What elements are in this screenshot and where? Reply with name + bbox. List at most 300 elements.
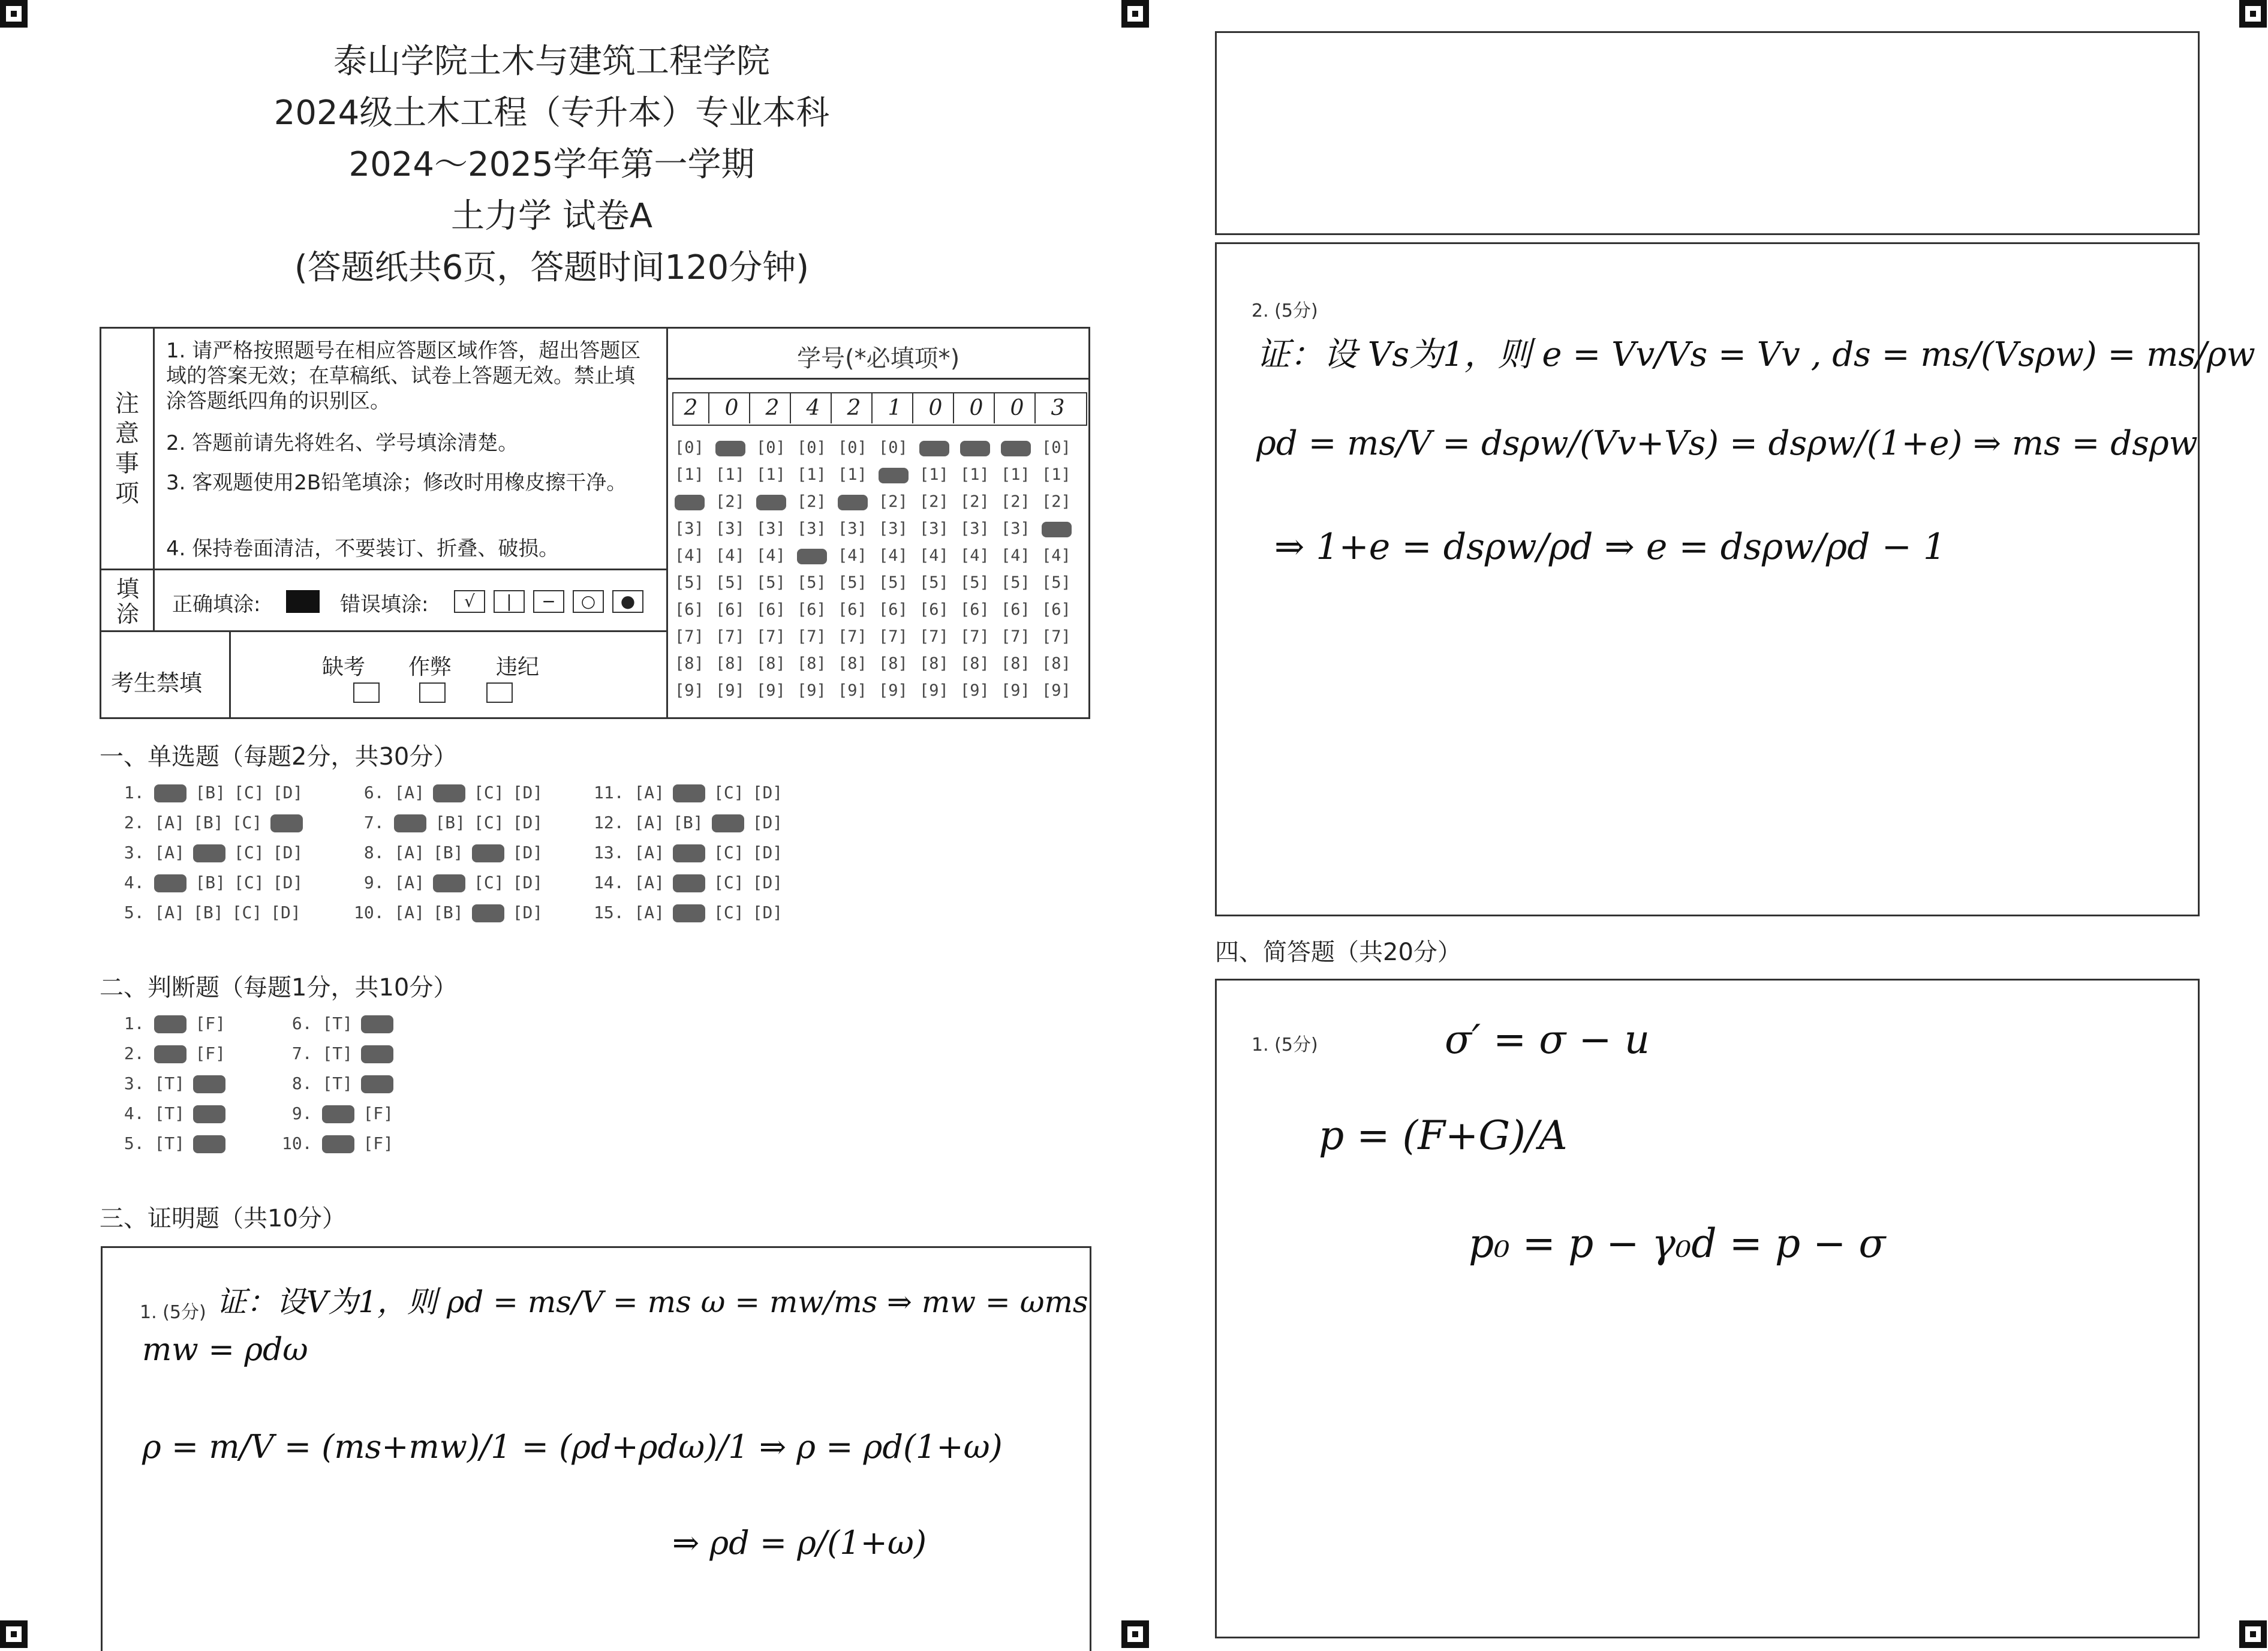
answer-bubble[interactable]: [T] — [154, 1073, 185, 1093]
answer-bubble[interactable]: [A] — [634, 903, 665, 922]
student-id-bubble[interactable]: [4] — [756, 546, 786, 565]
student-id-bubble[interactable]: [2] — [1042, 492, 1071, 511]
answer-bubble[interactable]: [F] — [363, 1103, 394, 1123]
answer-bubble[interactable]: [C] — [714, 873, 744, 892]
answer-bubble[interactable]: [F] — [195, 1043, 226, 1063]
answer-bubble[interactable] — [433, 784, 465, 802]
answer-bubble[interactable]: [C] — [474, 783, 504, 802]
student-id-bubble[interactable]: [4] — [919, 546, 949, 565]
answer-bubble[interactable]: [B] — [673, 813, 703, 832]
student-id-bubble[interactable]: [6] — [960, 600, 989, 619]
student-id-bubble[interactable]: [4] — [675, 546, 704, 565]
student-id-bubble[interactable]: [5] — [879, 573, 908, 592]
student-id-bubble[interactable]: [3] — [960, 519, 989, 538]
answer-bubble[interactable] — [154, 874, 187, 892]
notice-item-1: 1. 请严格按照题号在相应答题区域作答，超出答题区域的答案无效；在草稿纸、试卷上答题无效。禁止填涂答题纸四角的识别区。 — [166, 339, 641, 413]
student-id-bubble[interactable]: [0] — [879, 438, 908, 457]
student-id-bubble[interactable] — [838, 488, 868, 515]
student-id-bubble[interactable]: [0] — [797, 438, 826, 457]
student-id-bubble[interactable]: [9] — [756, 681, 786, 700]
student-id-bubble-column[interactable] — [797, 434, 827, 704]
single-choice-question[interactable] — [114, 783, 311, 802]
student-id-bubble[interactable]: [8] — [756, 654, 786, 673]
question-number: 10. — [354, 903, 395, 922]
student-id-bubble[interactable]: [9] — [675, 681, 704, 700]
question-number: 1. — [114, 783, 155, 802]
short-q1-line3: p₀ = p − γ₀d = p − σ — [1469, 1220, 1886, 1267]
answer-bubble[interactable]: [C] — [231, 813, 263, 832]
student-id-bubble[interactable]: [8] — [1042, 654, 1071, 673]
true-false-question[interactable] — [282, 1103, 402, 1123]
answer-bubble[interactable]: [A] — [634, 783, 665, 802]
student-id-bubble[interactable]: [7] — [756, 627, 786, 646]
answer-bubble[interactable]: [A] — [394, 783, 425, 802]
student-id-bubble[interactable]: [6] — [838, 600, 867, 619]
student-id-digit-boxes — [672, 392, 1087, 426]
student-id-bubble[interactable] — [797, 542, 827, 569]
student-id-bubble[interactable]: [0] — [1042, 438, 1071, 457]
proof-q2-line2: ρd = ms/V = dsρw/(Vv+Vs) = dsρw/(1+e) ⇒ ms = dsρw — [1256, 424, 2198, 463]
student-id-bubble[interactable]: [2] — [797, 492, 826, 511]
fill-wrong-label: 错误填涂: — [340, 593, 429, 617]
answer-bubble[interactable]: [D] — [272, 873, 303, 892]
answer-bubble[interactable]: [T] — [154, 1103, 185, 1123]
answer-bubble[interactable] — [270, 814, 303, 832]
student-id-bubble[interactable]: [1] — [919, 465, 949, 484]
student-id-bubble[interactable]: [6] — [756, 600, 786, 619]
student-id-bubble[interactable]: [6] — [919, 600, 949, 619]
fill-correct-sample — [286, 590, 320, 613]
answer-bubble[interactable]: [C] — [234, 843, 264, 862]
student-id-bubble[interactable] — [1042, 515, 1072, 542]
true-false-question[interactable] — [282, 1014, 402, 1033]
answer-bubble[interactable]: [D] — [512, 873, 543, 892]
student-id-bubble-column[interactable] — [756, 434, 786, 704]
student-id-digit: 2 — [673, 393, 709, 423]
question-number: 9. — [354, 873, 395, 892]
forbidden-label: 考生禁填 — [111, 670, 203, 696]
answer-bubble[interactable] — [361, 1075, 393, 1093]
answer-bubble[interactable]: [D] — [512, 843, 543, 862]
student-id-bubble[interactable]: [0] — [838, 438, 867, 457]
answer-bubble[interactable]: [C] — [714, 903, 744, 922]
student-id-bubble[interactable]: [3] — [675, 519, 704, 538]
corner-marker-top-center — [1121, 0, 1149, 28]
student-id-bubble[interactable]: [7] — [675, 627, 704, 646]
answer-bubble[interactable] — [394, 814, 426, 832]
answer-bubble[interactable]: [A] — [154, 813, 185, 832]
fill-side-label: 填涂 — [116, 576, 139, 627]
forbidden-checkbox-cheat[interactable] — [419, 682, 446, 703]
student-id-bubble[interactable]: [8] — [675, 654, 704, 673]
student-id-digit: 0 — [918, 393, 954, 423]
true-false-question[interactable] — [114, 1014, 234, 1033]
student-id-bubble[interactable]: [7] — [919, 627, 949, 646]
student-id-bubble[interactable]: [8] — [797, 654, 826, 673]
student-id-bubble[interactable] — [756, 488, 786, 515]
answer-bubble[interactable] — [673, 904, 705, 922]
answer-bubble[interactable]: [A] — [154, 843, 185, 862]
student-id-digit: 1 — [877, 393, 913, 423]
student-id-bubble[interactable]: [7] — [960, 627, 989, 646]
true-false-question[interactable] — [282, 1043, 402, 1063]
answer-bubble[interactable]: [A] — [154, 903, 185, 922]
answer-bubble[interactable] — [193, 844, 225, 862]
student-id-bubble[interactable]: [7] — [838, 627, 867, 646]
student-id-bubble-column[interactable] — [838, 434, 868, 704]
section-single-choice-title: 一、单选题（每题2分，共30分） — [100, 743, 458, 771]
student-id-bubble[interactable]: [5] — [715, 573, 745, 592]
student-id-bubble[interactable] — [879, 461, 909, 488]
student-id-digit: 2 — [755, 393, 791, 423]
student-id-bubble[interactable]: [3] — [879, 519, 908, 538]
answer-bubble[interactable] — [154, 1015, 187, 1033]
student-id-bubble[interactable]: [5] — [756, 573, 786, 592]
student-id-bubble[interactable]: [0] — [756, 438, 786, 457]
student-id-bubble[interactable]: [9] — [838, 681, 867, 700]
term-title: 2024～2025学年第一学期 — [348, 145, 755, 184]
student-id-bubble[interactable] — [715, 434, 745, 461]
single-choice-question[interactable] — [594, 813, 791, 832]
answer-bubble[interactable]: [C] — [234, 783, 264, 802]
student-id-bubble[interactable]: [3] — [797, 519, 826, 538]
student-id-bubble[interactable]: [4] — [838, 546, 867, 565]
single-choice-question[interactable] — [594, 903, 791, 922]
student-id-bubble[interactable]: [4] — [1042, 546, 1071, 565]
answer-bubble[interactable]: [D] — [752, 843, 783, 862]
single-choice-question[interactable] — [354, 873, 551, 892]
question-number: 14. — [594, 873, 634, 892]
proof-q2-line3: ⇒ 1+e = dsρw/ρd ⇒ e = dsρw/ρd − 1 — [1274, 526, 1947, 568]
student-id-title: 学号(*必填项*) — [797, 345, 960, 372]
question-number: 9. — [282, 1103, 323, 1123]
student-id-bubble[interactable]: [9] — [797, 681, 826, 700]
student-id-bubble[interactable]: [9] — [879, 681, 908, 700]
question-number: 5. — [114, 1133, 155, 1153]
student-id-bubble[interactable]: [2] — [879, 492, 908, 511]
question-number: 5. — [114, 903, 155, 922]
student-id-bubble[interactable] — [1001, 434, 1031, 461]
student-id-bubble[interactable]: [3] — [919, 519, 949, 538]
single-choice-question[interactable] — [354, 813, 551, 832]
question-number: 1. — [114, 1014, 155, 1033]
question-number: 4. — [114, 1103, 155, 1123]
notice-side-label: 注意事项 — [115, 390, 139, 507]
answer-bubble[interactable]: [B] — [195, 783, 226, 802]
single-choice-question[interactable] — [114, 903, 309, 922]
answer-bubble[interactable]: [B] — [435, 813, 466, 832]
corner-marker-bottom-left — [0, 1620, 28, 1648]
student-id-bubble[interactable]: [5] — [1042, 573, 1071, 592]
answer-bubble[interactable]: [B] — [433, 903, 464, 922]
answer-bubble[interactable]: [D] — [270, 903, 301, 922]
student-id-bubble[interactable]: [2] — [960, 492, 989, 511]
answer-bubble[interactable]: [C] — [474, 873, 504, 892]
answer-bubble[interactable]: [D] — [272, 843, 303, 862]
answer-bubble[interactable] — [361, 1015, 393, 1033]
answer-bubble[interactable]: [C] — [474, 813, 504, 832]
question-number: 6. — [282, 1014, 323, 1033]
student-id-bubble[interactable]: [5] — [797, 573, 826, 592]
single-choice-question[interactable] — [114, 873, 311, 892]
single-choice-grid[interactable] — [114, 783, 834, 939]
student-id-bubble[interactable] — [960, 434, 990, 461]
student-id-bubble[interactable]: [1] — [1042, 465, 1071, 484]
student-id-bubble-column[interactable] — [879, 434, 909, 704]
question-number: 8. — [282, 1073, 323, 1093]
info-table — [100, 327, 1090, 719]
proof-answer-box-1[interactable] — [101, 1246, 1091, 1651]
forbidden-option-absent: 缺考 — [322, 655, 366, 679]
corner-marker-bottom-center — [1121, 1620, 1149, 1648]
fill-wrong-samples: √ | − ○ ● — [454, 590, 643, 613]
answer-bubble[interactable]: [C] — [234, 873, 264, 892]
student-id-bubble-grid[interactable] — [675, 434, 1082, 710]
true-false-grid[interactable] — [114, 1014, 474, 1169]
student-id-bubble[interactable]: [9] — [1001, 681, 1030, 700]
question-number: 13. — [594, 843, 634, 862]
student-id-digit: 3 — [1051, 396, 1065, 420]
student-id-bubble[interactable]: [1] — [715, 465, 745, 484]
proof-answer-box-2[interactable] — [1215, 242, 2255, 916]
answer-bubble[interactable] — [193, 1135, 225, 1153]
answer-bubble[interactable]: [T] — [322, 1014, 353, 1033]
student-id-digit: 0 — [959, 393, 995, 423]
single-choice-question[interactable] — [594, 873, 791, 892]
student-id-bubble[interactable]: [8] — [879, 654, 908, 673]
student-id-bubble-column[interactable] — [675, 434, 705, 704]
question-number: 2. — [114, 1043, 155, 1063]
question-number: 8. — [354, 843, 395, 862]
student-id-digit: 2 — [837, 393, 873, 423]
answer-bubble[interactable] — [433, 874, 465, 892]
student-id-bubble[interactable]: [3] — [715, 519, 745, 538]
student-id-bubble[interactable]: [7] — [797, 627, 826, 646]
answer-bubble[interactable]: [T] — [322, 1043, 353, 1063]
answer-bubble[interactable]: [D] — [512, 903, 543, 922]
student-id-bubble[interactable]: [6] — [797, 600, 826, 619]
question-number: 4. — [114, 873, 155, 892]
section-proof-title: 三、证明题（共10分） — [100, 1205, 346, 1232]
student-id-bubble[interactable]: [4] — [879, 546, 908, 565]
answer-bubble[interactable]: [D] — [512, 813, 543, 832]
question-number: 12. — [594, 813, 634, 832]
section-true-false-title: 二、判断题（每题1分，共10分） — [100, 974, 458, 1002]
exam-subtitle: (答题纸共6页，答题时间120分钟) — [294, 248, 810, 287]
forbidden-checkbox-violation[interactable] — [486, 682, 513, 703]
single-choice-question[interactable] — [354, 903, 551, 922]
answer-bubble[interactable]: [A] — [634, 813, 665, 832]
student-id-bubble[interactable]: [4] — [715, 546, 745, 565]
corner-marker-bottom-right — [2239, 1620, 2267, 1648]
student-id-bubble[interactable]: [7] — [879, 627, 908, 646]
section-short-answer-title: 四、简答题（共20分） — [1215, 939, 1461, 966]
student-id-bubble[interactable]: [8] — [838, 654, 867, 673]
student-id-bubble[interactable]: [2] — [1001, 492, 1030, 511]
question-number: 3. — [114, 843, 155, 862]
answer-bubble[interactable]: [A] — [394, 843, 425, 862]
student-id-digit: 4 — [796, 393, 832, 423]
single-choice-question[interactable] — [114, 843, 311, 862]
student-id-bubble[interactable]: [1] — [756, 465, 786, 484]
forbidden-checkbox-absent[interactable] — [353, 682, 380, 703]
student-id-bubble-column[interactable] — [960, 434, 990, 704]
student-id-bubble[interactable]: [8] — [919, 654, 949, 673]
answer-bubble[interactable] — [154, 784, 187, 802]
answer-bubble[interactable]: [F] — [363, 1133, 394, 1153]
true-false-question[interactable] — [282, 1073, 402, 1093]
true-false-question[interactable] — [114, 1103, 234, 1123]
answer-bubble[interactable]: [B] — [195, 873, 226, 892]
answer-bubble[interactable] — [472, 844, 504, 862]
single-choice-question[interactable] — [594, 783, 791, 802]
answer-bubble[interactable] — [322, 1135, 354, 1153]
answer-bubble[interactable]: [D] — [752, 813, 783, 832]
answer-bubble[interactable]: [D] — [752, 873, 783, 892]
student-id-bubble[interactable]: [3] — [838, 519, 867, 538]
student-id-bubble[interactable]: [7] — [715, 627, 745, 646]
short-q1-line2: p = (F+G)/A — [1319, 1112, 1568, 1159]
student-id-bubble[interactable]: [5] — [838, 573, 867, 592]
answer-bubble[interactable]: [A] — [394, 903, 425, 922]
student-id-bubble[interactable]: [9] — [1042, 681, 1071, 700]
question-number: 15. — [594, 903, 634, 922]
single-choice-question[interactable] — [354, 843, 551, 862]
single-choice-question[interactable] — [594, 843, 791, 862]
student-id-bubble[interactable]: [8] — [715, 654, 745, 673]
student-id-bubble[interactable]: [4] — [1001, 546, 1030, 565]
student-id-bubble[interactable]: [6] — [879, 600, 908, 619]
student-id-bubble[interactable]: [6] — [715, 600, 745, 619]
student-id-bubble[interactable]: [8] — [1001, 654, 1030, 673]
question-number: 7. — [354, 813, 395, 832]
question-number: 6. — [354, 783, 395, 802]
answer-bubble[interactable]: [A] — [394, 873, 425, 892]
proof-q1-line4: ⇒ ρd = ρ/(1+ω) — [672, 1524, 927, 1562]
answer-bubble[interactable]: [B] — [193, 903, 224, 922]
answer-bubble[interactable] — [673, 784, 705, 802]
answer-bubble[interactable]: [T] — [322, 1073, 353, 1093]
answer-bubble[interactable]: [D] — [272, 783, 303, 802]
student-id-bubble[interactable]: [8] — [960, 654, 989, 673]
answer-bubble[interactable]: [C] — [714, 783, 744, 802]
student-id-digit: 0 — [1000, 393, 1036, 423]
student-id-bubble[interactable]: [4] — [960, 546, 989, 565]
single-choice-question[interactable] — [114, 813, 311, 832]
student-id-bubble[interactable]: [1] — [838, 465, 867, 484]
student-id-bubble[interactable]: [1] — [960, 465, 989, 484]
fill-correct-label: 正确填涂: — [172, 593, 261, 617]
answer-bubble[interactable] — [673, 844, 705, 862]
student-id-bubble[interactable]: [9] — [715, 681, 745, 700]
answer-bubble[interactable] — [712, 814, 744, 832]
question-number: 7. — [282, 1043, 323, 1063]
student-id-bubble[interactable]: [5] — [675, 573, 704, 592]
true-false-question[interactable] — [114, 1133, 234, 1153]
student-id-bubble-column[interactable] — [1001, 434, 1031, 704]
student-id-bubble[interactable]: [5] — [1001, 573, 1030, 592]
answer-bubble[interactable]: [D] — [752, 783, 783, 802]
answer-bubble[interactable]: [F] — [195, 1014, 226, 1033]
student-id-bubble[interactable]: [3] — [1001, 519, 1030, 538]
answer-bubble[interactable]: [B] — [433, 843, 464, 862]
student-id-bubble[interactable] — [919, 434, 949, 461]
answer-bubble[interactable] — [322, 1105, 354, 1123]
answer-bubble[interactable] — [193, 1105, 225, 1123]
student-id-bubble[interactable]: [6] — [1001, 600, 1030, 619]
student-id-bubble[interactable]: [6] — [675, 600, 704, 619]
proof-answer-box-top[interactable] — [1215, 31, 2200, 235]
short-answer-box-1[interactable] — [1215, 979, 2200, 1638]
answer-bubble[interactable] — [673, 874, 705, 892]
forbidden-option-violation: 违纪 — [496, 655, 540, 679]
answer-bubble[interactable]: [B] — [193, 813, 224, 832]
answer-bubble[interactable]: [D] — [512, 783, 543, 802]
student-id-bubble-column[interactable] — [1042, 434, 1072, 704]
answer-bubble[interactable] — [472, 904, 504, 922]
answer-bubble[interactable]: [A] — [634, 843, 665, 862]
student-id-bubble-column[interactable] — [919, 434, 949, 704]
true-false-question[interactable] — [114, 1073, 234, 1093]
forbidden-option-cheat: 作弊 — [408, 655, 452, 679]
student-id-bubble[interactable] — [675, 488, 705, 515]
student-id-bubble[interactable]: [0] — [675, 438, 704, 457]
student-id-bubble[interactable]: [6] — [1042, 600, 1071, 619]
class-title: 2024级土木工程（专升本）专业本科 — [273, 94, 830, 133]
question-number: 11. — [594, 783, 634, 802]
answer-bubble[interactable]: [D] — [752, 903, 783, 922]
true-false-question[interactable] — [282, 1133, 402, 1153]
true-false-question[interactable] — [114, 1043, 234, 1063]
student-id-bubble[interactable]: [2] — [919, 492, 949, 511]
answer-bubble[interactable]: [A] — [634, 873, 665, 892]
answer-bubble[interactable] — [193, 1075, 225, 1093]
student-id-bubble[interactable]: [5] — [960, 573, 989, 592]
question-number: 2. — [114, 813, 155, 832]
proof-q2-line1: 证：设 Vs为1，则 e = Vv/Vs = Vv , ds = ms/(Vsρw) = ms/ρw — [1256, 335, 2255, 374]
question-number: 10. — [282, 1133, 323, 1153]
proof-q1-line3: ρ = m/V = (ms+mw)/1 = (ρd+ρdω)/1 ⇒ ρ = ρd(1+ω) — [142, 1428, 1003, 1466]
student-id-bubble-column[interactable] — [715, 434, 745, 704]
notice-item-4: 4. 保持卷面清洁，不要装订、折叠、破损。 — [166, 537, 560, 561]
notice-item-2: 2. 答题前请先将姓名、学号填涂清楚。 — [166, 431, 519, 455]
student-id-bubble[interactable]: [5] — [919, 573, 949, 592]
student-id-bubble[interactable]: [7] — [1001, 627, 1030, 646]
student-id-bubble[interactable]: [9] — [919, 681, 949, 700]
answer-bubble[interactable]: [T] — [154, 1133, 185, 1153]
student-id-bubble[interactable]: [1] — [1001, 465, 1030, 484]
proof-q1-label: 1. (5分) — [140, 1302, 206, 1323]
answer-bubble[interactable]: [C] — [231, 903, 263, 922]
corner-marker-top-left — [0, 0, 28, 28]
answer-bubble[interactable] — [154, 1045, 187, 1063]
notice-item-3: 3. 客观题使用2B铅笔填涂；修改时用橡皮擦干净。 — [166, 471, 627, 495]
student-id-bubble[interactable]: [9] — [960, 681, 989, 700]
answer-bubble[interactable] — [361, 1045, 393, 1063]
answer-bubble[interactable]: [C] — [714, 843, 744, 862]
student-id-bubble[interactable]: [1] — [797, 465, 826, 484]
exam-title: 土力学 试卷A — [450, 197, 653, 236]
student-id-bubble[interactable]: [7] — [1042, 627, 1071, 646]
student-id-bubble[interactable]: [3] — [756, 519, 786, 538]
student-id-bubble[interactable]: [2] — [715, 492, 745, 511]
corner-marker-top-right — [2239, 0, 2267, 28]
student-id-digit: 0 — [714, 393, 750, 423]
proof-q1-line2: mw = ρdω — [142, 1332, 308, 1368]
student-id-bubble[interactable]: [1] — [675, 465, 704, 484]
short-q1-line1: σ′ = σ − u — [1445, 1017, 1650, 1063]
single-choice-question[interactable] — [354, 783, 551, 802]
